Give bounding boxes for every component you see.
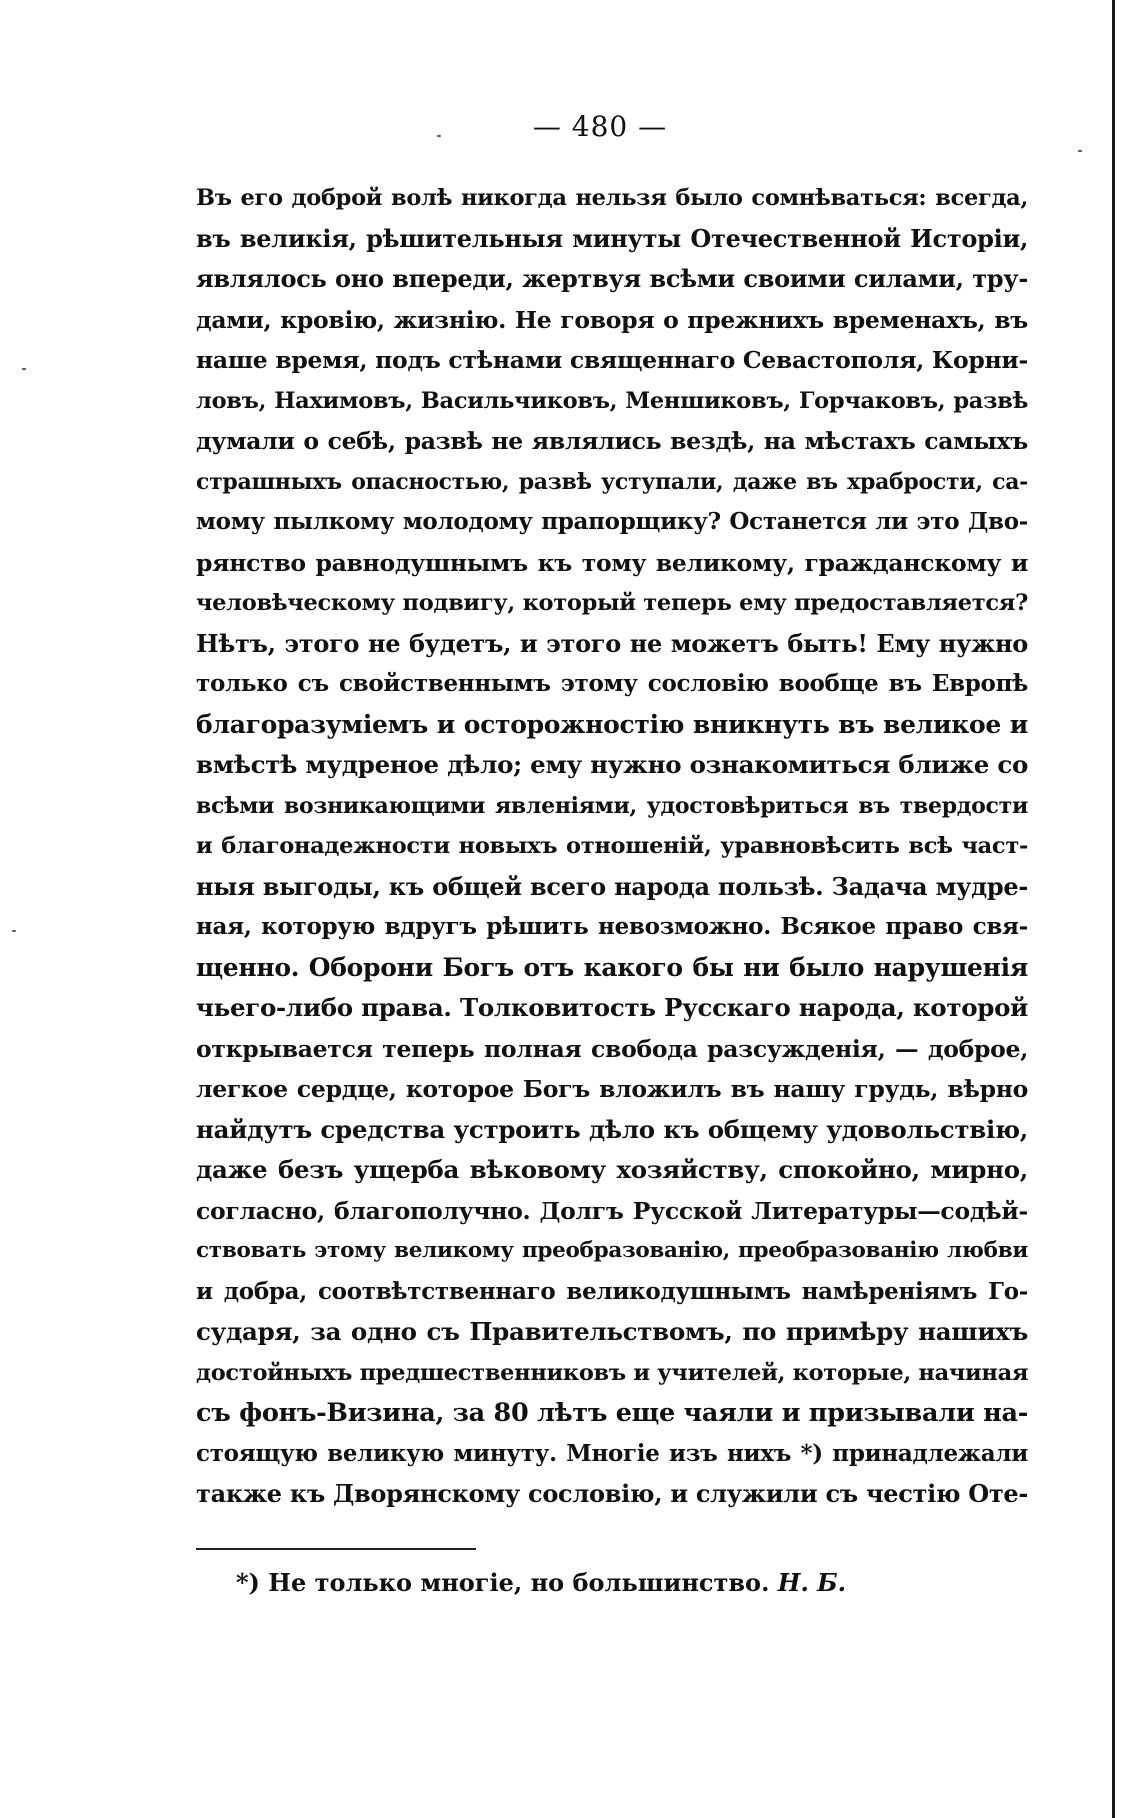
text-line: ная, которую вдругъ рѣшить невозможно. Всякое право свя- [196, 913, 1028, 940]
text-line: найдутъ средства устроить дѣло къ общему удовольствію, [196, 1114, 1028, 1144]
text-line: достойныхъ предшественниковъ и учителей, которые, начиная [196, 1359, 1029, 1386]
footnote-text: Не только многіе, но большинство. [268, 1568, 770, 1597]
text-line: наше время, подъ стѣнами священнаго Севастополя, Корни- [196, 346, 1028, 374]
text-line: дами, кровію, жизнію. Не говоря о прежнихъ временахъ, въ [196, 305, 1028, 334]
text-line: въ великія, рѣшительныя минуты Отечественной Исторіи, [196, 223, 1028, 253]
footnote-signature: Н. Б. [777, 1568, 847, 1597]
text-line: чьего-либо права. Толковитость Русскаго народа, которой [196, 993, 1028, 1022]
text-line: благоразуміемъ и осторожностію вникнуть въ великое и [196, 709, 1028, 739]
page-edge-line [1112, 0, 1115, 1818]
text-line: человѣческому подвигу, который теперь ему предоставляется? [196, 590, 1028, 616]
text-line: вмѣстѣ мудреное дѣло; ему нужно ознакомиться ближе со [196, 750, 1028, 779]
text-line: думали о себѣ, развѣ не являлись вездѣ, на мѣстахъ самыхъ [196, 427, 1028, 455]
text-line: мому пылкому молодому прапорщику? Останется ли это Дво- [196, 508, 1028, 535]
footnote [236, 1568, 846, 1597]
text-line: Въ его доброй волѣ никогда нельзя было сомнѣваться: всегда, [196, 185, 1028, 211]
text-line: рянство равнодушнымъ къ тому великому, гражданскому и [196, 548, 1028, 577]
text-line: легкое сердце, которое Богъ вложилъ въ нашу грудь, вѣрно [196, 1075, 1028, 1103]
page-number: — 480 — [532, 110, 668, 143]
scan-speck [22, 368, 26, 370]
text-line: только съ свойственнымъ этому сословію вообще въ Европѣ [196, 670, 1028, 697]
body-text [196, 178, 1028, 1515]
text-line: съ фонъ-Визина, за 80 лѣтъ еще чаяли и призывали на- [196, 1398, 1028, 1428]
text-line: Нѣтъ, этого не будетъ, и этого не можетъ быть! Ему нужно [196, 628, 1028, 658]
footnote-marker: *) [236, 1568, 260, 1597]
text-line: даже безъ ущерба вѣковому хозяйству, спокойно, мирно, [196, 1155, 1028, 1184]
text-line: страшныхъ опасностью, развѣ уступали, даже въ храбрости, са- [196, 468, 1028, 495]
text-line: всѣми возникающими явленіями, удостовѣриться въ твердости [196, 792, 1028, 819]
text-line: и благонадежности новыхъ отношеній, уравновѣсить всѣ част- [196, 833, 1028, 859]
footnote-divider [196, 1548, 476, 1550]
text-line: являлось оно впереди, жертвуя всѣми своими силами, тру- [196, 264, 1028, 293]
scan-speck [12, 930, 16, 932]
text-line: сударя, за одно съ Правительствомъ, по примѣру нашихъ [196, 1317, 1028, 1346]
text-line: стоящую великую минуту. Многіе изъ нихъ *) принадлежали [196, 1439, 1028, 1467]
text-line: согласно, благополучно. Долгъ Русской Литературы—содѣй- [196, 1196, 1028, 1225]
text-line: ствовать этому великому преобразованію, преобразованію любви [196, 1238, 1028, 1263]
text-line: и добра, соотвѣтственнаго великодушнымъ намѣреніямъ Го- [196, 1277, 1028, 1305]
scan-speck [437, 135, 441, 137]
text-line: открывается теперь полная свобода разсужденія, — доброе, [196, 1034, 1028, 1063]
text-line: ловъ, Нахимовъ, Васильчиковъ, Меншиковъ, Горчаковъ, развѣ [196, 387, 1028, 414]
text-line: ныя выгоды, къ общей всего народа пользѣ. Задача мудре- [196, 871, 1028, 901]
text-line: также къ Дворянскому сословію, и служили съ честію Оте- [196, 1479, 1029, 1508]
text-line: щенно. Оборони Богъ отъ какого бы ни было нарушенія [196, 952, 1028, 982]
scan-speck [1078, 150, 1082, 152]
